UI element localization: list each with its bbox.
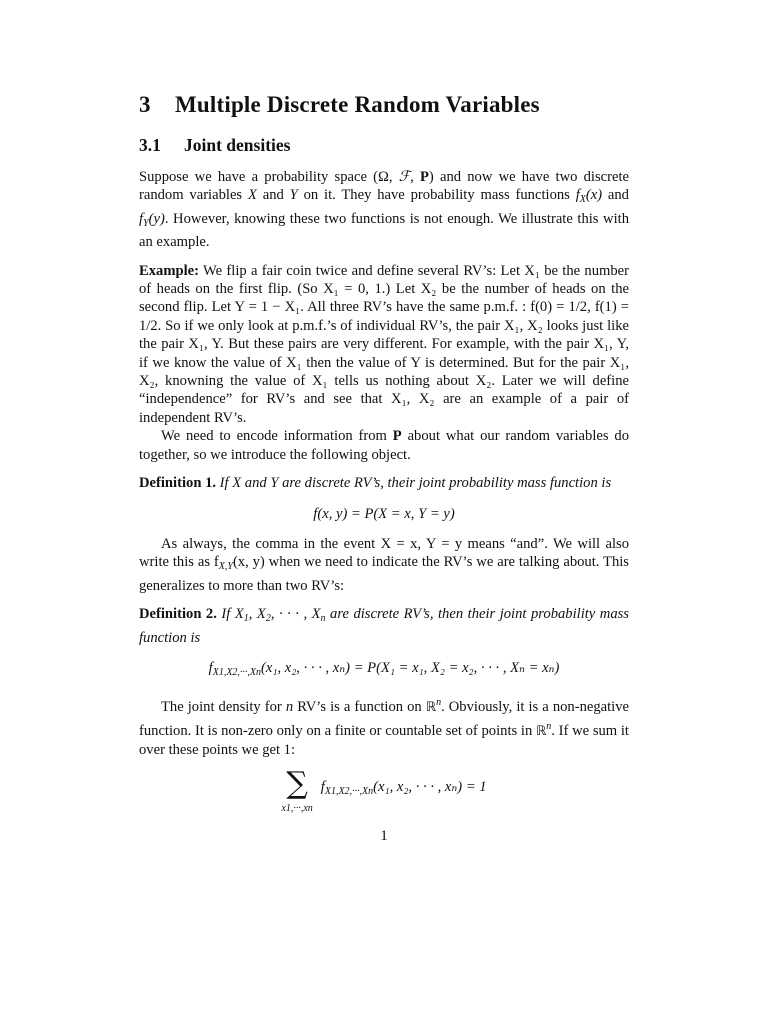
example-text: We flip a fair coin twice and define several RV’s: Let X₁ be the number of heads on the first flip. (So X₁ = 0, 1.) Let X₂ be the number of heads on the second flip. Let Y = 1 − X₁. All three RV’s have the same p.m.f. : f(0) = 1/2, f(1) = 1/2. So if we only look at p.m.f.’s of individual RV’s, the pair X₁, X₂ looks just like the pair X₁, Y. But these pairs are very different. For example, with the pair X₁, Y, if we know the value of X₁ then the value of Y is determined. But for the pair X₁, X₂, knowning the value of X₁ tells us nothing about X₂. Later we will define “independence” for RV’s and see that X₁, X₂ are an example of a pair of independent RV’s. <box>139 262 629 426</box>
density-paragraph: The joint density for n RV’s is a function on ℝ$^n$. Obviously, it is a non-negative function. It is non-zero only on a finite or countable set of points in ℝ$^n$. If we sum it over these points we get 1: <box>139 697 630 759</box>
section-heading <box>139 88 629 122</box>
summation-sign: ∑ <box>286 765 308 801</box>
page-number: 1 <box>380 828 388 844</box>
example-paragraph <box>139 262 629 428</box>
definition-2: Definition 2. If $X_1$, $X_2$, · · · , $X_n$ are discrete RV’s, then their joint probability mass function is <box>139 606 629 646</box>
definition-1-body: If X and Y are discrete RV’s, their joint probability mass function is <box>216 475 612 492</box>
joint-pmf-equation: f(x, y) = P(X = x, Y = y) <box>313 505 455 522</box>
summation-index: x1,···,xn <box>281 802 313 814</box>
subsection-number: 3.1 <box>139 135 161 155</box>
subsection-title: Joint densities <box>184 135 291 155</box>
joint-pmf-n-equation: $f_{X1,X2,\cdot\cdot\cdot,Xn}(x_1$, x₂, · · · , xₙ) = P(X₁ = x₁, X₂ = x₂, · · · , Xₙ = xₙ) <box>208 659 560 678</box>
definition-1-label: Definition 1. <box>139 475 217 492</box>
encode-paragraph: We need to encode information from P about what our random variables do together, so we introduce the following object. <box>139 428 629 463</box>
subsection-heading <box>139 132 629 158</box>
example-label: Example: <box>139 262 199 279</box>
definition-1 <box>139 474 629 492</box>
document-page <box>139 88 629 818</box>
definition-2-label: Definition 2. <box>139 606 217 623</box>
comma-paragraph: As always, the comma in the event X = x, Y = y means “and”. We will also write this as $f_{X,Y}(x$, y) when we need to indicate the RV’s we are talking about. This generalizes to more than two RV’s: <box>139 535 629 594</box>
section-number: 3 <box>139 92 151 117</box>
section-title: Multiple Discrete Random Variables <box>175 92 540 117</box>
sum-equation: ∑ x1,···,xn $f_{X1,X2,\cdot\cdot\cdot,Xn}(x_1$, x₂, · · · , xₙ) = 1 <box>139 770 629 818</box>
intro-paragraph: Suppose we have a probability space (Ω, ℱ, P) and now we have two discrete random variables X and Y on it. They have probability mass functions $f_X(x)$ and $f_Y(y)$. However, knowing these two functions is not enough. We illustrate this with an example. <box>139 169 629 251</box>
